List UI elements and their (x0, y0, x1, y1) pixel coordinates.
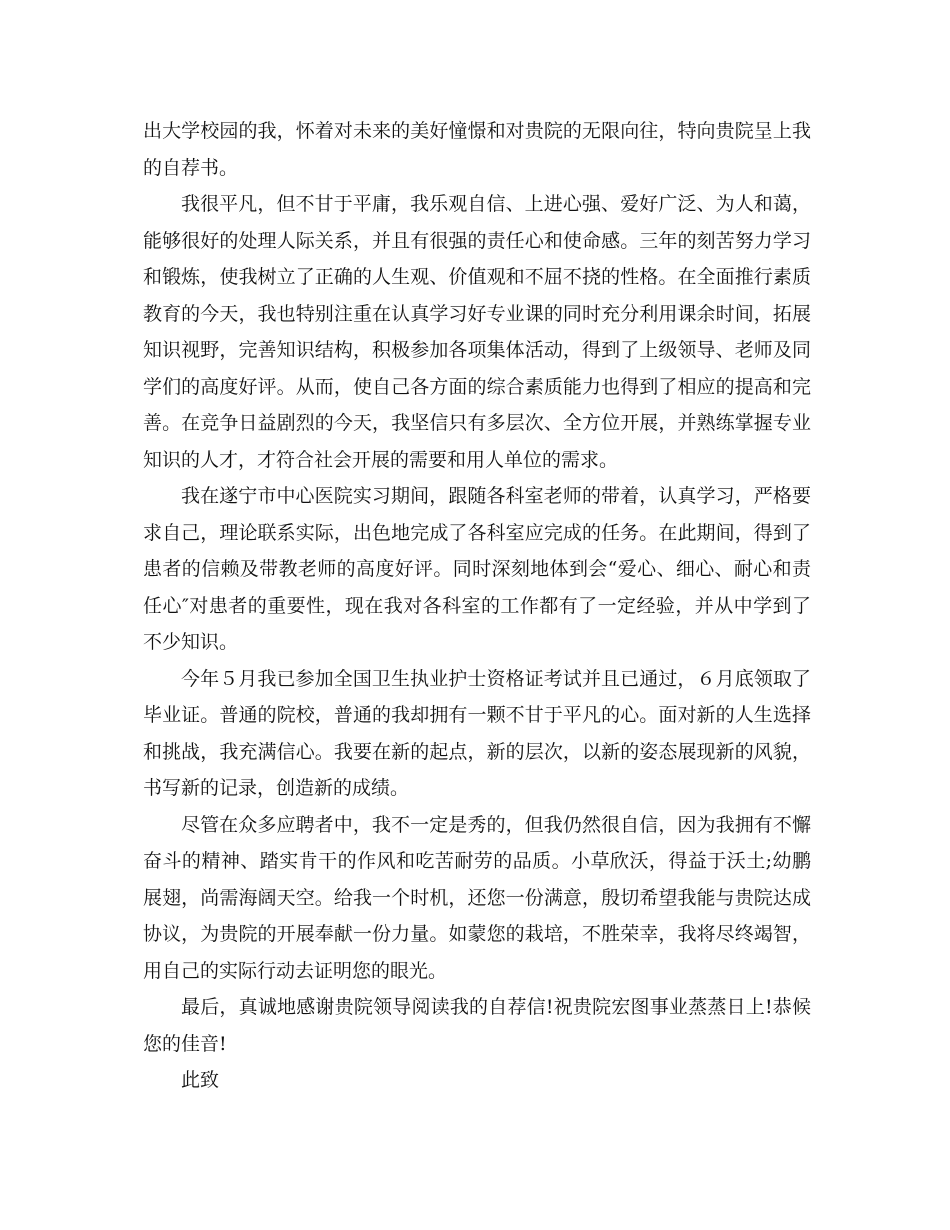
paragraph-qualification: 今年５月我已参加全国卫生执业护士资格证考试并且已通过，６月底领取了毕业证。普通的院校，普通的我却拥有一颗不甘于平凡的心。面对新的人生选择和挑战，我充满信心。我要在新的起点，新的层次，以新的姿态展现新的风貌，书写新的记录，创造新的成绩。 (143, 667, 811, 799)
paragraph-thanks: 最后，真诚地感谢贵院领导阅读我的自荐信!祝贵院宏图事业蒸蒸日上!恭候您的佳音! (143, 996, 811, 1055)
letter-body (143, 113, 811, 1099)
paragraph-intro: 出大学校园的我，怀着对未来的美好憧憬和对贵院的无限向往，特向贵院呈上我的自荐书。 (143, 120, 811, 179)
paragraph-confidence: 尽管在众多应聘者中，我不一定是秀的，但我仍然很自信，因为我拥有不懈奋斗的精神、踏实肯干的作风和吃苦耐劳的品质。小草欣沃，得益于沃土;幼鹏展翅，尚需海阔天空。给我一个时机，还您一份满意，殷切希望我能与贵院达成协议，为贵院的开展奉献一份力量。如蒙您的栽培，不胜荣幸，我将尽终竭智，用自己的实际行动去证明您的眼光。 (143, 813, 811, 982)
paragraph-self-description: 我很平凡，但不甘于平庸，我乐观自信、上进心强、爱好广泛、为人和蔼，能够很好的处理人际关系，并且有很强的责任心和使命感。三年的刻苦努力学习和锻炼，使我树立了正确的人生观、价值观和不屈不挠的性格。在全面推行素质教育的今天，我也特别注重在认真学习好专业课的同时充分利用课余时间，拓展知识视野，完善知识结构，积极参加各项集体活动，得到了上级领导、老师及同学们的高度好评。从而，使自己各方面的综合素质能力也得到了相应的提高和完善。在竞争日益剧烈的今天，我坚信只有多层次、全方位开展，并熟练掌握专业知识的人才，才符合社会开展的需要和用人单位的需求。 (143, 193, 811, 471)
paragraph-internship: 我在遂宁市中心医院实习期间，跟随各科室老师的带着，认真学习，严格要求自己，理论联系实际，出色地完成了各科室应完成的任务。在此期间，得到了患者的信赖及带教老师的高度好评。同时深刻地体到会“爱心、细心、耐心和责任心″对患者的重要性，现在我对各科室的工作都有了一定经验，并从中学到了不少知识。 (143, 485, 811, 653)
closing-salutation: 此致 (181, 1069, 220, 1091)
